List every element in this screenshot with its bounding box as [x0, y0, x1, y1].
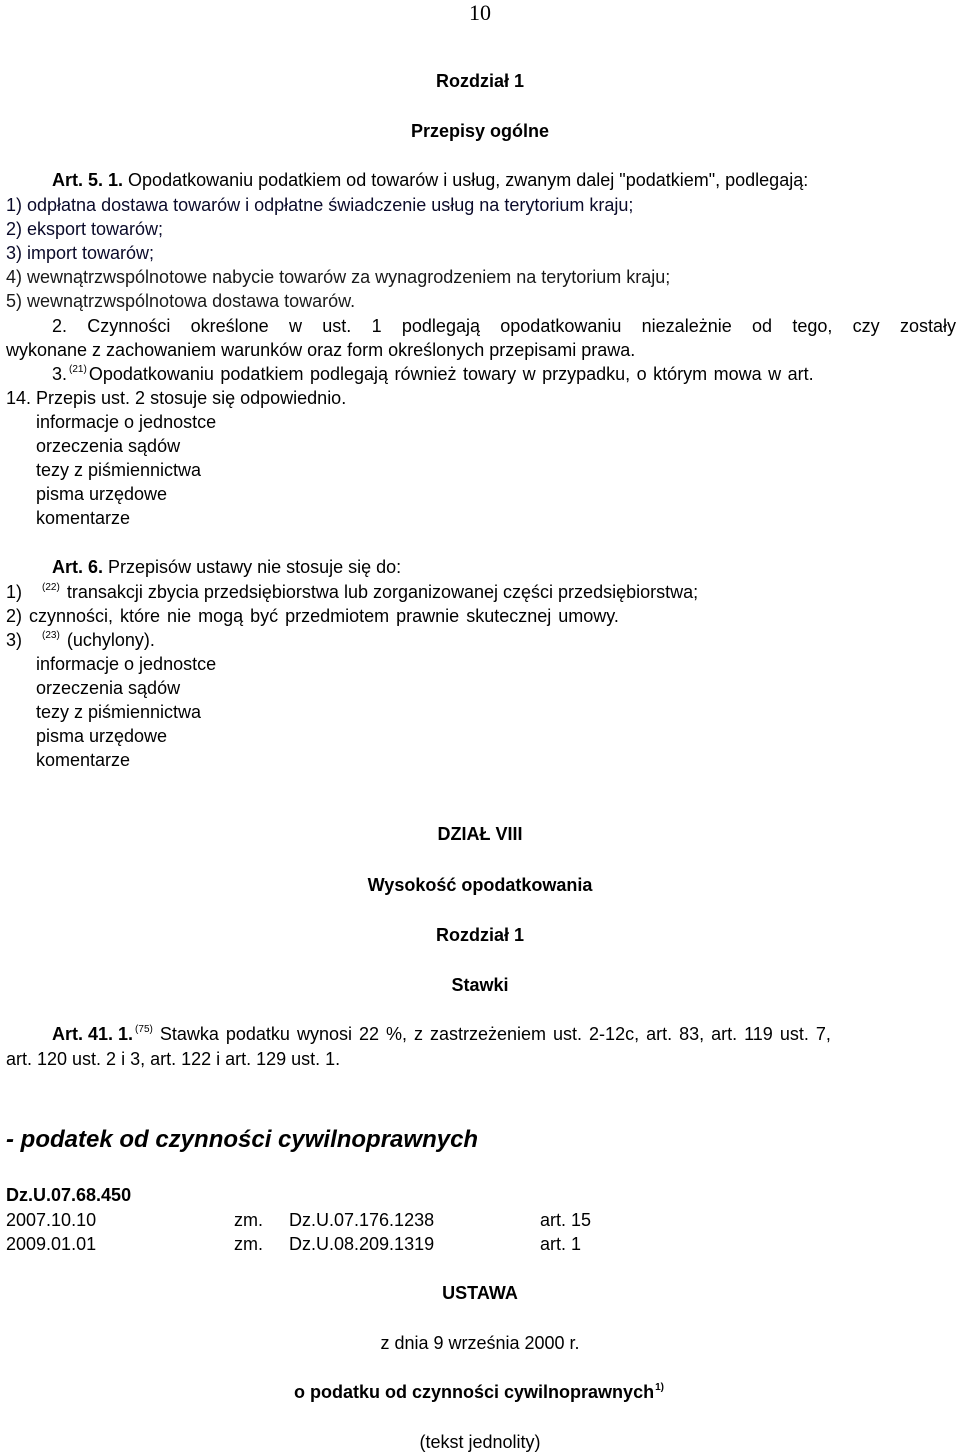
division-heading: DZIAŁ VIII: [437, 824, 523, 844]
link-company-info-2[interactable]: informacje o jednostce: [36, 654, 217, 674]
art6-item-3-text: (uchylony).: [66, 630, 155, 650]
art5-first-line: [52, 168, 808, 192]
page-number: 10: [469, 0, 491, 25]
art41-line1: [52, 1022, 956, 1050]
footnote-ref-1[interactable]: 1): [655, 1382, 664, 1393]
footnote-ref-21[interactable]: (21): [69, 364, 87, 375]
link-court-rulings-2[interactable]: orzeczenia sądów: [36, 678, 181, 698]
division-title: Wysokość opodatkowania: [367, 875, 593, 895]
art41-label: Art. 41. 1.: [52, 1024, 134, 1044]
art5-item-1: 1) odpłatna dostawa towarów i odpłatne świadczenie usług na terytorium kraju;: [6, 195, 634, 215]
art6-item-1-num: 1): [6, 582, 23, 602]
art6-label: Art. 6.: [52, 557, 104, 577]
chapter-title: Przepisy ogólne: [410, 121, 550, 141]
section-heading-civil-law-tax: - podatek od czynności cywilnoprawnych: [6, 1126, 479, 1153]
art5-intro: Opodatkowaniu podatkiem od towarów i usług, zwanym dalej "podatkiem", podlegają:: [128, 170, 809, 190]
act-date: z dnia 9 września 2000 r.: [380, 1333, 580, 1353]
art5-p3-text: Opodatkowaniu podatkiem podlegają również towary w przypadku, o którym mowa w art.: [88, 364, 814, 384]
link-commentaries-2[interactable]: komentarze: [36, 750, 131, 770]
footnote-ref-75[interactable]: (75): [135, 1024, 153, 1035]
art5-label: Art. 5. 1.: [52, 170, 124, 190]
amendment-zm-2: zm.: [234, 1234, 263, 1254]
art5-item-5: 5) wewnątrzwspólnotowa dostawa towarów.: [6, 291, 356, 311]
amendment-ref-2[interactable]: Dz.U.08.209.1319: [289, 1234, 435, 1254]
act-note: (tekst jednolity): [419, 1432, 541, 1452]
link-commentaries-1[interactable]: komentarze: [36, 508, 131, 528]
art6-item-2-text: 2) czynności, które nie mogą być przedmiotem prawnie skutecznej umowy.: [6, 606, 619, 626]
footnote-ref-23[interactable]: (23): [42, 630, 60, 641]
act-type: USTAWA: [442, 1283, 518, 1303]
art5-item-4: 4) wewnątrzwspólnotowe nabycie towarów za wynagrodzeniem na terytorium kraju;: [6, 267, 671, 287]
art6-item-1-text: transakcji zbycia przedsiębiorstwa lub zorganizowanej części przedsiębiorstwa;: [66, 582, 699, 602]
art6-intro: Przepisów ustawy nie stosuje się do:: [108, 557, 402, 577]
journal-ref[interactable]: Dz.U.07.68.450: [6, 1185, 132, 1205]
chapter-heading: Rozdział 1: [435, 71, 524, 91]
footnote-ref-22[interactable]: (22): [42, 582, 60, 593]
art6-item-2: [6, 604, 619, 628]
art5-item-3: 3) import towarów;: [6, 243, 155, 263]
link-literature-theses-2[interactable]: tezy z piśmiennictwa: [36, 702, 202, 722]
art5-p2-line2: wykonane z zachowaniem warunków oraz form określonych przepisami prawa.: [6, 340, 636, 360]
chapter-title-2: Stawki: [451, 975, 509, 995]
art5-item-2: 2) eksport towarów;: [6, 219, 164, 239]
art5-p2-line1: 2. Czynności określone w ust. 1 podlegają opodatkowaniu niezależnie od tego, czy zostały: [52, 316, 956, 336]
amendment-zm-1: zm.: [234, 1210, 263, 1230]
act-title: [0, 1380, 960, 1408]
art5-p3-line2: 14. Przepis ust. 2 stosuje się odpowiednio.: [6, 388, 347, 408]
amendment-art-1: art. 15: [540, 1210, 592, 1230]
art41-text: Stawka podatku wynosi 22 %, z zastrzeżeniem ust. 2-12c, art. 83, art. 119 ust. 7,: [159, 1024, 831, 1044]
amendment-ref-1[interactable]: Dz.U.07.176.1238: [289, 1210, 435, 1230]
link-company-info-1[interactable]: informacje o jednostce: [36, 412, 217, 432]
act-title-text: o podatku od czynności cywilnoprawnych: [294, 1382, 655, 1402]
art6-item-3-num: 3): [6, 630, 23, 650]
amendment-date-2: 2009.01.01: [6, 1234, 97, 1254]
art5-p3-num: 3.: [52, 364, 68, 384]
chapter-heading-2: Rozdział 1: [435, 925, 524, 945]
link-official-letters-2[interactable]: pisma urzędowe: [36, 726, 168, 746]
art6-first-line: [52, 555, 401, 579]
art41-line2: art. 120 ust. 2 i 3, art. 122 i art. 129 ust. 1.: [6, 1049, 341, 1069]
amendment-date-1: 2007.10.10: [6, 1210, 97, 1230]
link-literature-theses-1[interactable]: tezy z piśmiennictwa: [36, 460, 202, 480]
link-official-letters-1[interactable]: pisma urzędowe: [36, 484, 168, 504]
link-court-rulings-1[interactable]: orzeczenia sądów: [36, 436, 181, 456]
amendment-art-2: art. 1: [540, 1234, 582, 1254]
